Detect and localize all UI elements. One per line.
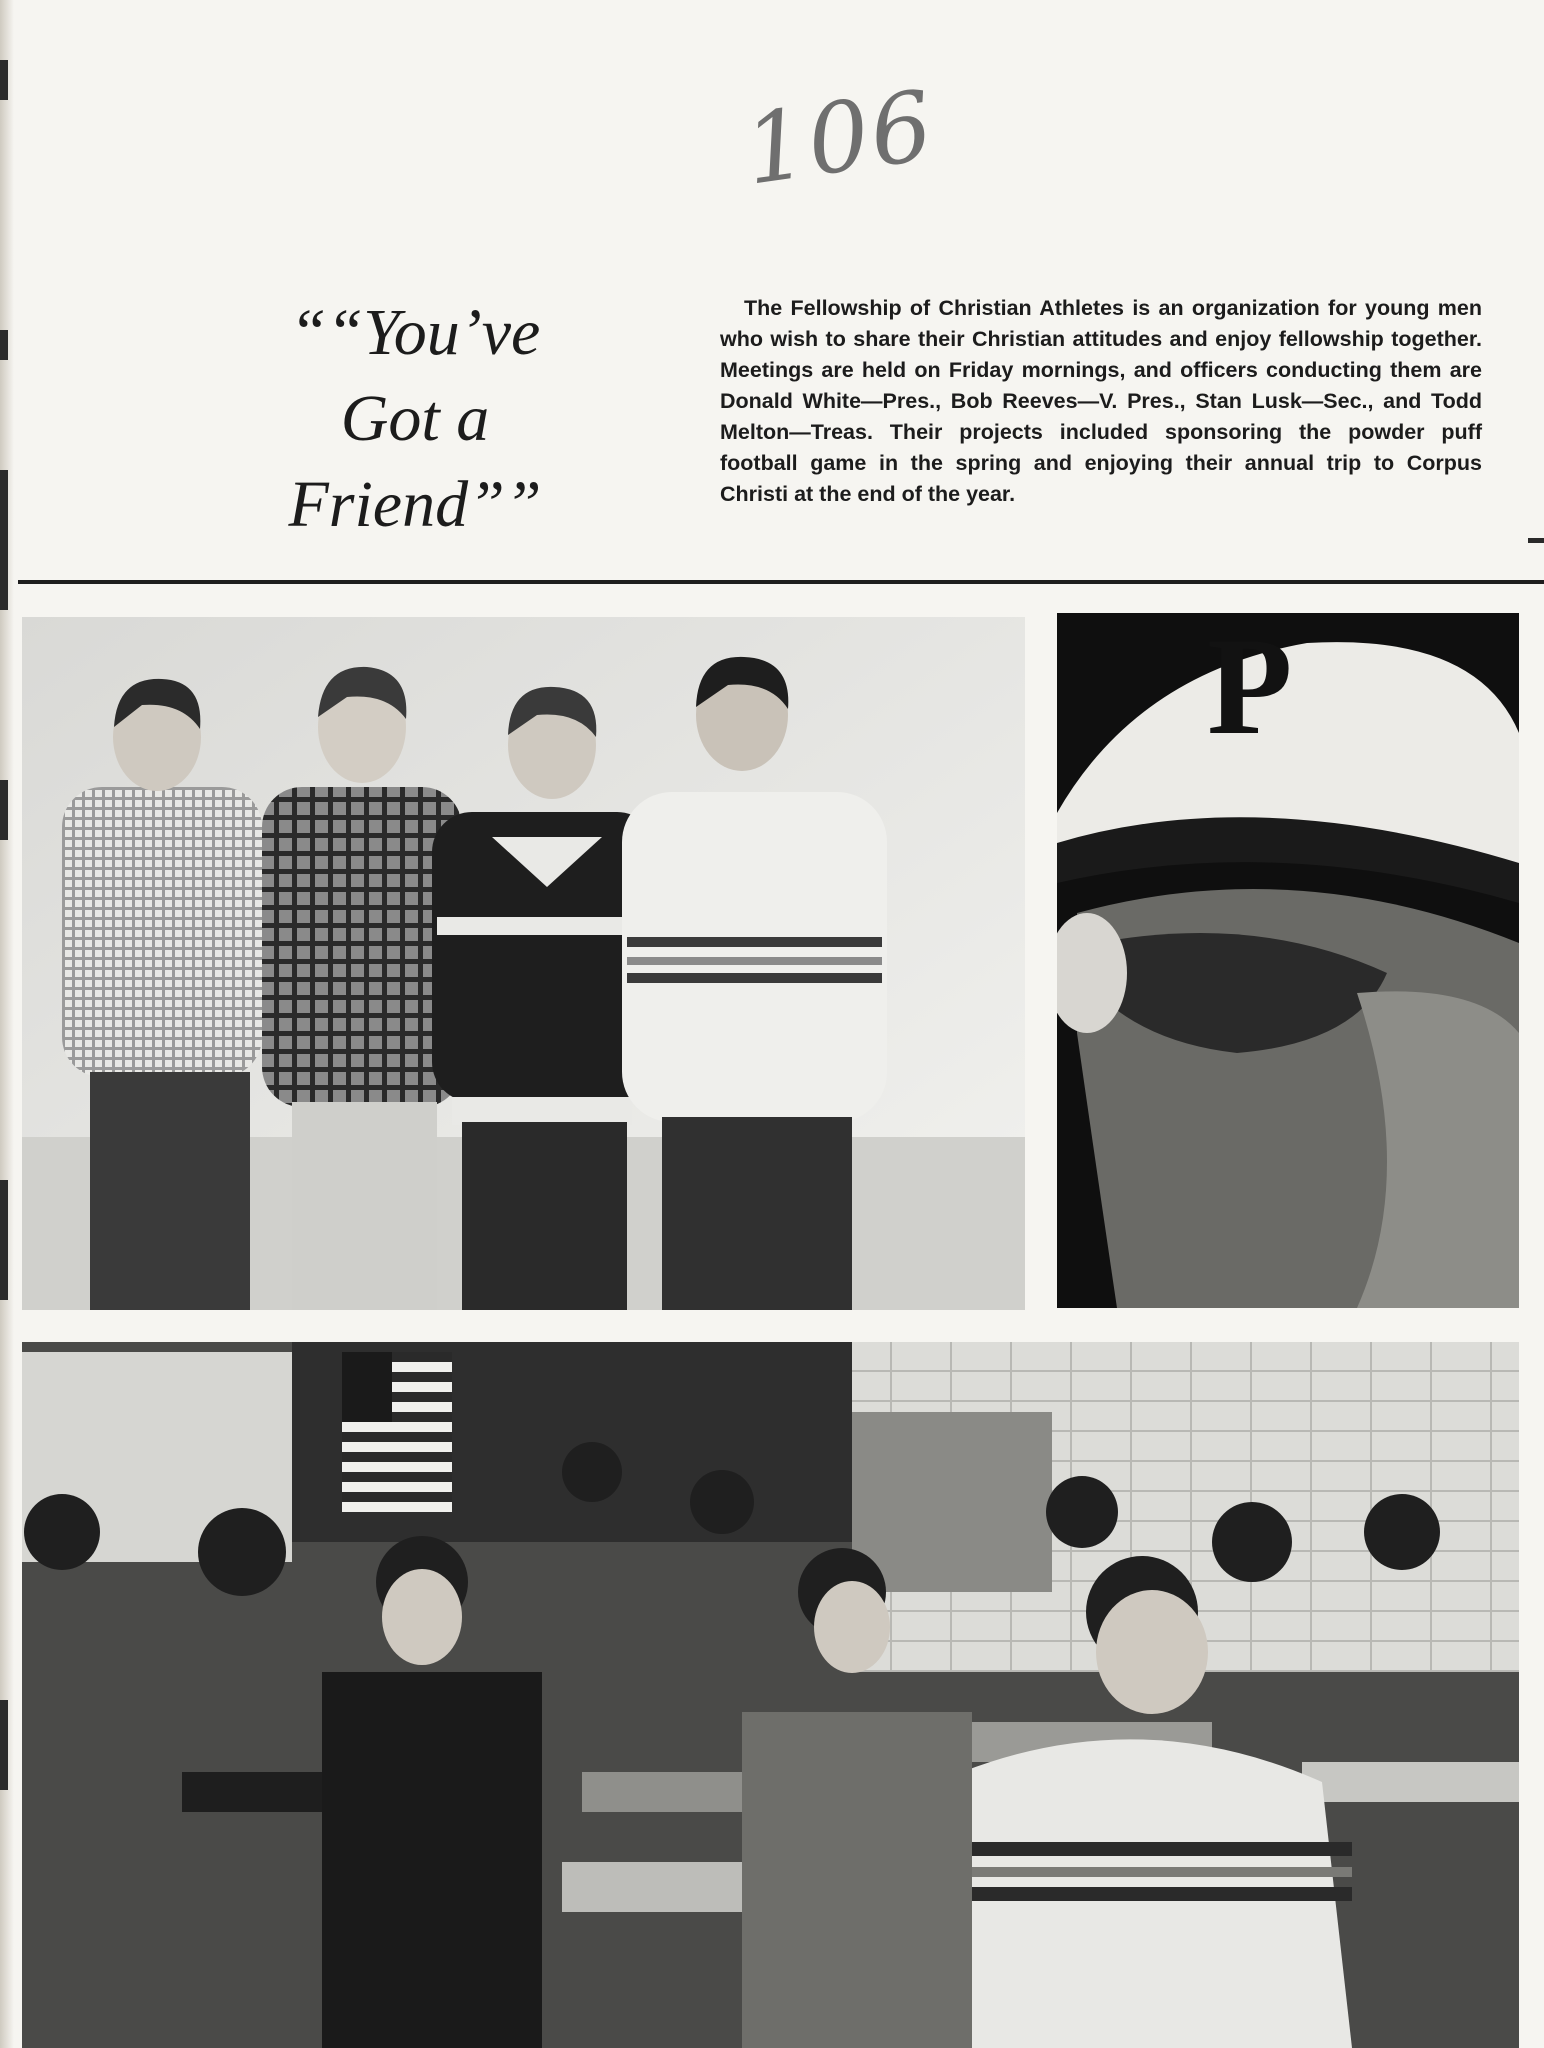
- group-photo: [22, 617, 1025, 1310]
- binding-mark: [0, 780, 8, 840]
- binding-mark: [0, 470, 8, 610]
- title-line-3: Friend””: [288, 468, 542, 541]
- binding-mark: [0, 60, 8, 100]
- article-paragraph: The Fellowship of Christian Athletes is an organization for young men who wish to share their Christian attitudes and enjoy fellowship together. Meetings are held on Friday mornings, and officers conducting them are Donald White—Pres., Bob Reeves—V. Pres., Stan Lusk—Sec., and Todd Melton—Treas. Their projects included sponsoring the powder puff football game in the spring and enjoying their annual trip to Corpus Christi at the end of the year.: [720, 296, 1482, 506]
- section-divider: [18, 580, 1544, 584]
- handwritten-page-number: 106: [737, 69, 941, 207]
- group-photo-image: [22, 617, 1025, 1310]
- cap-letter: P: [1207, 613, 1293, 764]
- coach-closeup-image: [1057, 613, 1519, 1308]
- title-line-1: ““You’ve: [289, 296, 541, 369]
- binding-mark: [0, 1180, 8, 1300]
- article-title: [250, 290, 580, 560]
- classroom-image: [22, 1342, 1519, 2048]
- binding-mark: [0, 330, 8, 360]
- binding-mark: [0, 1700, 8, 1790]
- classroom-photo: [22, 1342, 1519, 2048]
- coach-closeup-photo: [1057, 613, 1519, 1308]
- title-line-2: Got a: [340, 382, 490, 455]
- margin-tab: [1528, 538, 1544, 543]
